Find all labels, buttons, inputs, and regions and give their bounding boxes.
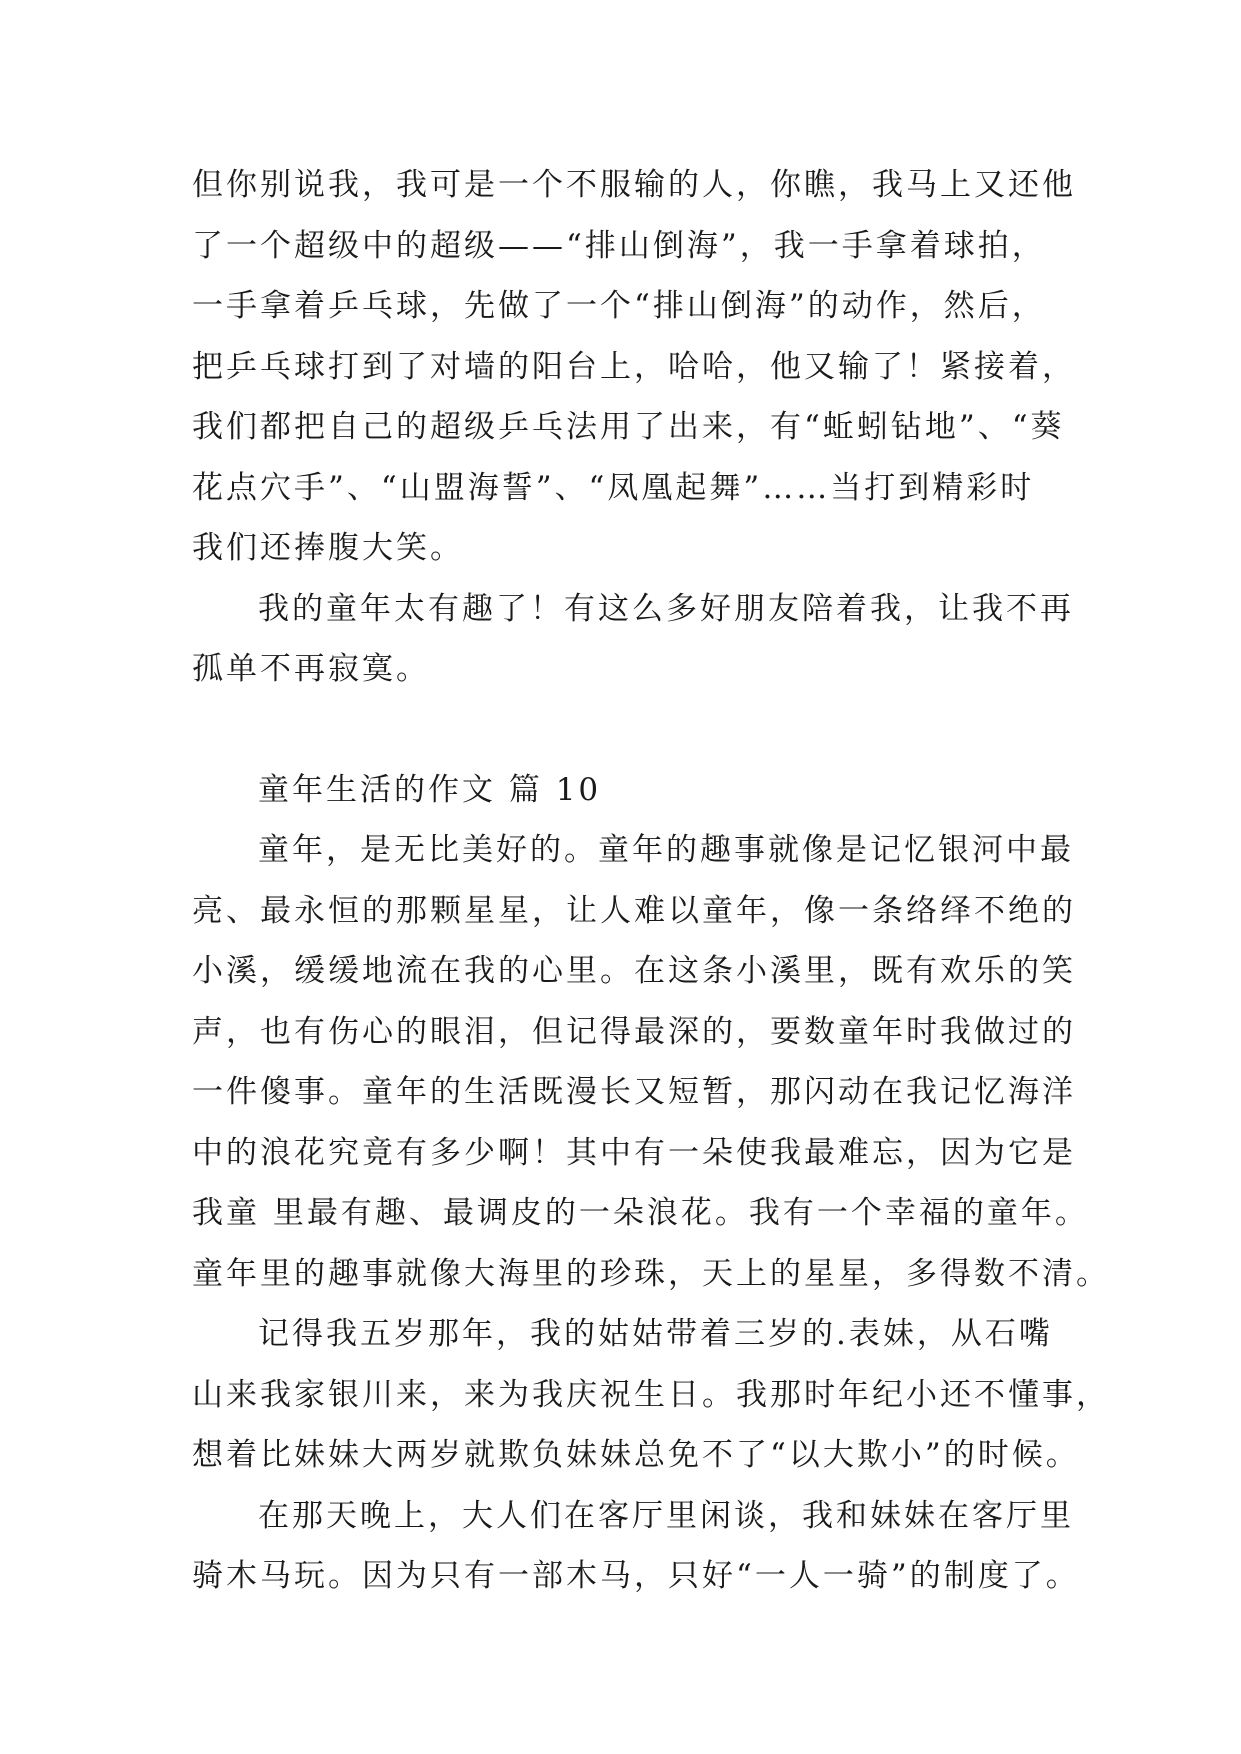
section-spacer [192,700,1092,760]
text-line: 亮、最永恒的那颗星星，让人难以童年，像一条络绎不绝的 [192,892,1076,929]
paragraph-continued [192,155,1092,579]
text-line: 山来我家银川来，来为我庆祝生日。我那时年纪小还不懂事， [192,1376,1110,1413]
text-line: 花点穴手”、“山盟海誓”、“凤凰起舞”……当打到精彩时 [192,469,1035,506]
text-line: 在那天晚上，大人们在客厅里闲谈，我和妹妹在客厅里 [258,1497,1074,1534]
paragraph-2 [192,1304,1110,1486]
paragraph-3 [192,1486,1092,1607]
text-line: 童年，是无比美好的。童年的趣事就像是记忆银河中最 [258,832,1074,868]
text-line: 记得我五岁那年，我的姑姑带着三岁的.表妹，从石嘴 [258,1316,1053,1352]
text-line: 孤单不再寂寞。 [192,651,430,687]
text-line: 我们还捧腹大笑。 [192,530,464,566]
paragraph-closing [192,579,1092,700]
text-line: 了一个超级中的超级——“排山倒海”，我一手拿着球拍， [192,227,1046,264]
text-line: 骑木马玩。因为只有一部木马，只好“一人一骑”的制度了。 [192,1558,1080,1594]
text-line: 但你别说我，我可是一个不服输的人，你瞧，我马上又还他 [192,167,1076,203]
text-line: 一手拿着乒乓球，先做了一个“排山倒海”的动作，然后， [192,288,1046,324]
text-line: 我童 里最有趣、最调皮的一朵浪花。我有一个幸福的童年。 [192,1195,1089,1231]
section-heading: 童年生活的作文 篇 10 [258,771,602,808]
paragraph-1 [192,820,1110,1304]
text-line: 小溪，缓缓地流在我的心里。在这条小溪里，既有欢乐的笑 [192,953,1076,989]
text-line: 中的浪花究竟有多少啊！其中有一朵使我最难忘，因为它是 [192,1134,1076,1171]
text-line: 想着比妹妹大两岁就欺负妹妹总免不了“以大欺小”的时候。 [192,1437,1080,1473]
text-line: 我们都把自己的超级乒乓法用了出来，有“蚯蚓钻地”、“葵 [192,409,1065,445]
text-line: 把乒乓球打到了对墙的阳台上，哈哈，他又输了！紧接着， [192,348,1076,385]
essay-body [192,155,1110,1607]
text-line: 一件傻事。童年的生活既漫长又短暂，那闪动在我记忆海洋 [192,1074,1076,1110]
text-line: 童年里的趣事就像大海里的珍珠，天上的星星，多得数不清。 [192,1255,1110,1292]
text-line: 声，也有伤心的眼泪，但记得最深的，要数童年时我做过的 [192,1013,1076,1050]
text-line: 我的童年太有趣了！有这么多好朋友陪着我，让我不再 [258,590,1074,627]
